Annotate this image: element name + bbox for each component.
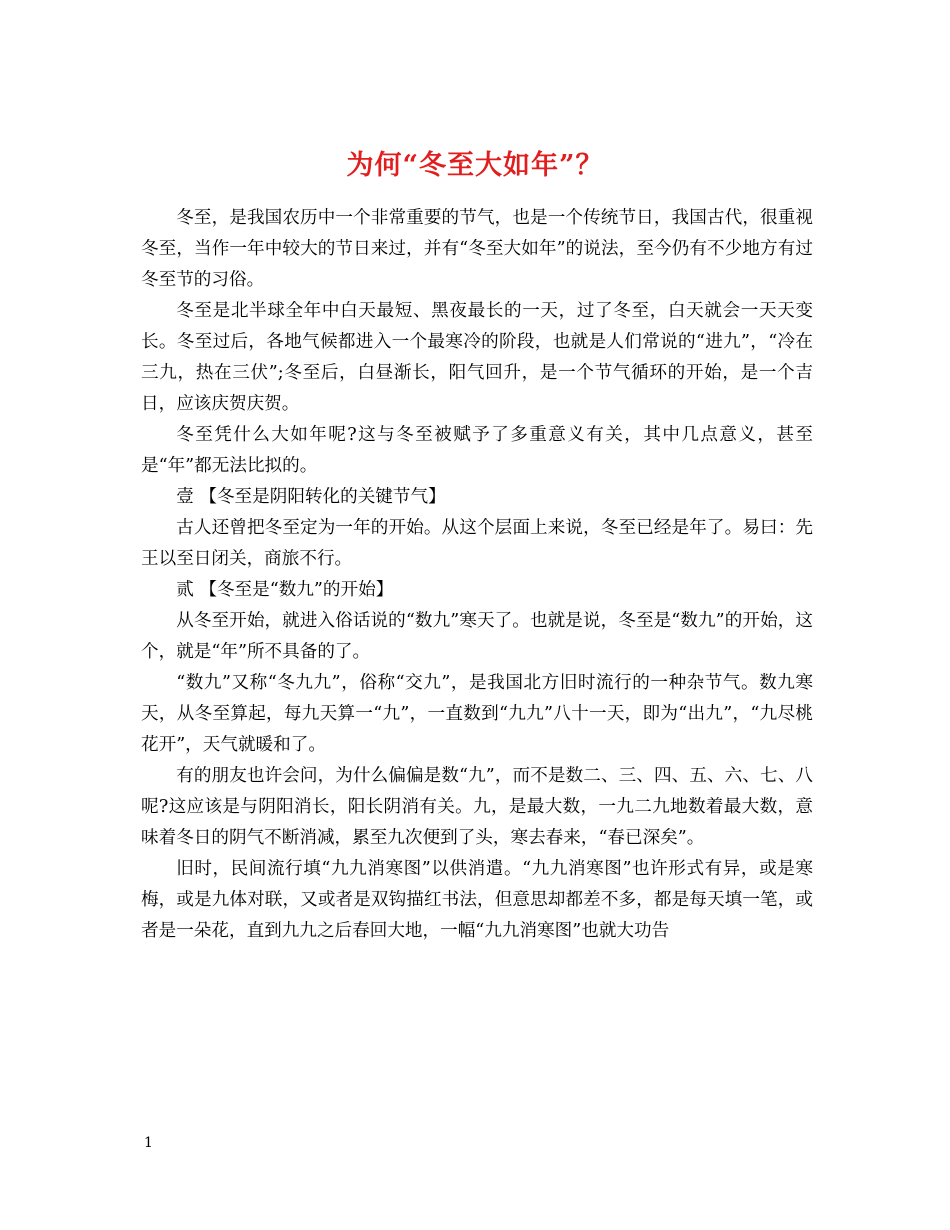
document-title: 为何“冬至大如年”？ [346, 150, 604, 182]
section-heading-2: 贰 【冬至是“数九”的开始】 [176, 580, 394, 600]
paragraph-shujiu-start: 从冬至开始，就进入俗话说的“数九”寒天了。也就是说，冬至是“数九”的开始，这个，就是“年”所不具备的了。 [141, 611, 813, 662]
page-number: 1 [144, 1135, 153, 1151]
paragraph-start-of-year: 古人还曾把冬至定为一年的开始。从这个层面上来说，冬至已经是年了。易曰：先王以至日闭关，商旅不行。 [141, 518, 813, 569]
paragraph-xiaohan-tu: 旧时，民间流行填“九九消寒图”以供消遣。“九九消寒图”也许形式有异，或是寒梅，或是九体对联，又或者是双钩描红书法，但意思却都差不多，都是每天填一笔，或者是一朵花，直到九九之后春回大地，一幅“九九消寒图”也就大功告 [141, 859, 813, 941]
document-body [141, 203, 813, 947]
paragraph-intro: 冬至，是我国农历中一个非常重要的节气，也是一个传统节日，我国古代，很重视冬至，当作一年中较大的节日来过，并有“冬至大如年”的说法，至今仍有不少地方有过冬至节的习俗。 [141, 208, 813, 290]
paragraph-why-nine: 有的朋友也许会问，为什么偏偏是数“九”，而不是数二、三、四、五、六、七、八呢?这应该是与阴阳消长，阳长阴消有关。九，是最大数，一九二九地数着最大数，意味着冬日的阴气不断消减，累至九次便到了头，寒去春来，“春已深矣”。 [141, 766, 813, 848]
paragraph-shujiu-definition: “数九”又称“冬九九”，俗称“交九”，是我国北方旧时流行的一种杂节气。数九寒天，从冬至算起，每九天算一“九”，一直数到“九九”八十一天，即为“出九”，“九尽桃花开”，天气就暖和了。 [141, 673, 813, 755]
paragraph-why-like-new-year: 冬至凭什么大如年呢?这与冬至被赋予了多重意义有关，其中几点意义，甚至是“年”都无法比拟的。 [141, 425, 813, 476]
paragraph-shortest-day: 冬至是北半球全年中白天最短、黑夜最长的一天，过了冬至，白天就会一天天变长。冬至过后，各地气候都进入一个最寒冷的阶段，也就是人们常说的“进九”，“冷在三九，热在三伏”;冬至后，白昼渐长，阳气回升，是一个节气循环的开始，是一个吉日，应该庆贺庆贺。 [141, 301, 813, 414]
section-heading-1: 壹 【冬至是阴阳转化的关键节气】 [176, 487, 446, 507]
